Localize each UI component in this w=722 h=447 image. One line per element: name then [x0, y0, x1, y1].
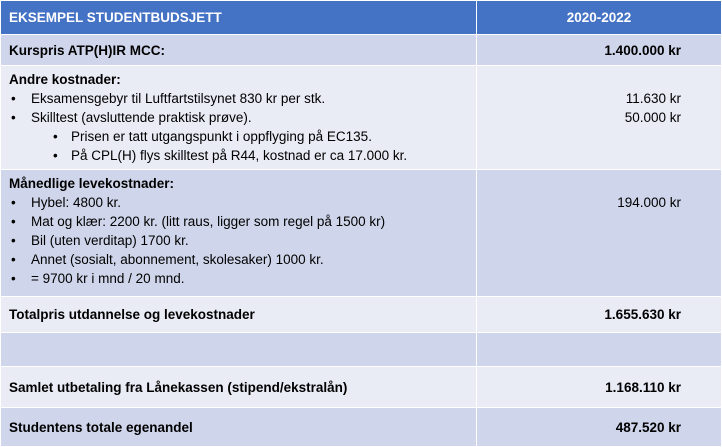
list-item: • Hybel: 4800 kr. [9, 193, 468, 212]
empty-cell [1, 333, 477, 367]
header-row [1, 1, 722, 35]
laanekassen-row [1, 367, 722, 408]
empty-cell [477, 333, 722, 367]
levekostnader-heading: Månedlige levekostnader: [9, 176, 175, 191]
egenandel-label: Studentens totale egenandel [1, 408, 477, 447]
andre-kostnader-amounts [477, 66, 722, 170]
period-header: 2020-2022 [477, 1, 722, 35]
sub-list-item: • På CPL(H) flys skilltest på R44, kostnad er ca 17.000 kr. [9, 146, 468, 165]
levekostnader-row [1, 170, 722, 297]
laanekassen-label: Samlet utbetaling fra Lånekassen (stipend/ekstralån) [1, 367, 477, 408]
list-item: • Eksamensgebyr til Luftfartstilsynet 830 kr per stk. [9, 89, 468, 108]
table-title: EKSEMPEL STUDENTBUDSJETT [1, 1, 477, 35]
totalpris-amount: 1.655.630 kr [477, 297, 722, 333]
skilltest-amount: 50.000 kr [624, 110, 681, 125]
levekostnader-amount: 194.000 kr [617, 195, 681, 210]
egenandel-row [1, 408, 722, 447]
sub-list-item: • Prisen er tatt utgangspunkt i oppflyging på EC135. [9, 127, 468, 146]
andre-kostnader-row [1, 66, 722, 170]
empty-row [1, 333, 722, 367]
laanekassen-amount: 1.168.110 kr [477, 367, 722, 408]
kurspris-label: Kurspris ATP(H)IR MCC: [1, 35, 477, 66]
egenandel-amount: 487.520 kr [477, 408, 722, 447]
eksamensgebyr-amount: 11.630 kr [625, 91, 681, 106]
list-item: • Mat og klær: 2200 kr. (litt raus, ligger som regel på 1500 kr) [9, 212, 468, 231]
levekostnader-amounts [477, 170, 722, 297]
list-item: • Annet (sosialt, abonnement, skolesaker) 1000 kr. [9, 250, 468, 269]
andre-kostnader-heading: Andre kostnader: [9, 72, 121, 87]
list-item: • Skilltest (avsluttende praktisk prøve). [9, 108, 468, 127]
kurspris-row [1, 35, 722, 66]
kurspris-amount: 1.400.000 kr [477, 35, 722, 66]
totalpris-row [1, 297, 722, 333]
andre-kostnader-cell [1, 66, 477, 170]
totalpris-label: Totalpris utdannelse og levekostnader [1, 297, 477, 333]
levekostnader-cell [1, 170, 477, 297]
list-item: • Bil (uten verditap) 1700 kr. [9, 231, 468, 250]
list-item: • = 9700 kr i mnd / 20 mnd. [9, 269, 468, 288]
